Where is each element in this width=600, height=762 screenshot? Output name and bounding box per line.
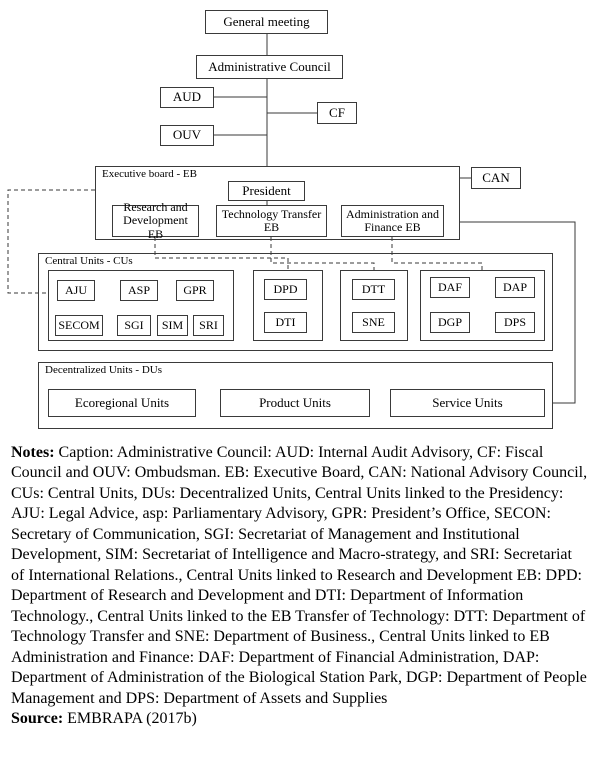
unit-box-gpr: GPR xyxy=(176,280,214,301)
af-eb-box: Administration and Finance EB xyxy=(341,205,444,237)
unit-box-sim: SIM xyxy=(157,315,188,336)
unit-box-dpd: DPD xyxy=(264,279,307,300)
ecoregional-units-box: Ecoregional Units xyxy=(48,389,196,417)
president-box: President xyxy=(228,181,305,201)
notes-paragraph xyxy=(11,443,589,730)
unit-box-sne: SNE xyxy=(352,312,395,333)
unit-box-dgp: DGP xyxy=(430,312,470,333)
general-meeting-box: General meeting xyxy=(205,10,328,34)
executive-board-label: Executive board - EB xyxy=(102,168,197,180)
notes-body: Caption: Administrative Council: AUD: Internal Audit Advisory, CF: Fiscal Council and OUV: Ombudsman. EB: Executive Board, CAN: National Advisory Council, CUs: Central Units, DUs: Decentralized Units, Central Units linked to the Presidency: AJU: Legal Advice, asp: Parliamentary Advisory, GPR: President’s Office, SECON: Secretary of Communication, SGI: Secretariat of Management and Institutional Development, SIM: Secretariat of Intelligence and Macro-strategy, and SRI: Secretariat of International Relations., Central Units linked to Research and Development EB: DPD: Department of Research and Development and DTI: Department of Information Technology., Central Units linked to the EB Transfer of Technology: DTT: Department of Technology Transfer and SNE: Department of Business., Central Units linked to EB Administration and Finance: DAF: Department of Financial Administration, DAP: Department of Administration of the Biological Station Park, DGP: Department of People Management and DPS: Department of Assets and Supplies xyxy=(11,444,588,707)
decentralized-units-label: Decentralized Units - DUs xyxy=(45,364,162,376)
unit-box-aju: AJU xyxy=(57,280,95,301)
central-units-label: Central Units - CUs xyxy=(45,255,133,267)
unit-box-secom: SECOM xyxy=(55,315,103,336)
unit-box-sri: SRI xyxy=(193,315,224,336)
unit-box-dps: DPS xyxy=(495,312,535,333)
cf-box: CF xyxy=(317,102,357,124)
ouv-box: OUV xyxy=(160,125,214,146)
source-line xyxy=(11,710,197,727)
notes-label: Notes: xyxy=(11,444,55,461)
source-label: Source: xyxy=(11,710,64,728)
unit-box-dap: DAP xyxy=(495,277,535,298)
product-units-box: Product Units xyxy=(220,389,370,417)
rd-eb-box: Research and Development EB xyxy=(112,205,199,237)
unit-box-asp: ASP xyxy=(120,280,158,301)
aud-box: AUD xyxy=(160,87,214,108)
service-units-box: Service Units xyxy=(390,389,545,417)
unit-box-sgi: SGI xyxy=(117,315,151,336)
tt-eb-box: Technology Transfer EB xyxy=(216,205,327,237)
unit-box-dti: DTI xyxy=(264,312,307,333)
can-box: CAN xyxy=(471,167,521,189)
source-body: EMBRAPA (2017b) xyxy=(67,710,197,728)
unit-box-daf: DAF xyxy=(430,277,470,298)
administrative-council-box: Administrative Council xyxy=(196,55,343,79)
unit-box-dtt: DTT xyxy=(352,279,395,300)
